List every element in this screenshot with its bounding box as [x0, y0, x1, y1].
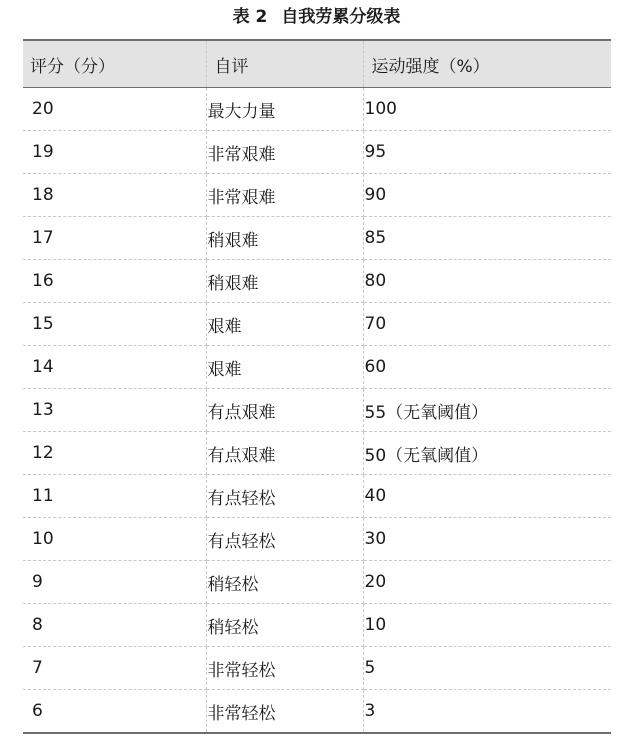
table-title: 自我劳累分级表 — [281, 7, 401, 27]
intensity-cell: 80 — [363, 260, 611, 303]
self-rating-cell: 有点轻松 — [206, 475, 363, 518]
fatigue-scale-table — [23, 39, 611, 734]
intensity-cell: 20 — [363, 561, 611, 604]
score-cell: 19 — [23, 131, 206, 174]
self-rating-cell: 非常艰难 — [206, 131, 363, 174]
score-cell: 7 — [23, 647, 206, 690]
score-cell: 20 — [23, 88, 206, 131]
intensity-cell: 3 — [363, 690, 611, 734]
intensity-cell: 100 — [363, 88, 611, 131]
intensity-cell: 50（无氧阈值） — [363, 432, 611, 475]
score-cell: 10 — [23, 518, 206, 561]
table-row — [23, 131, 611, 174]
intensity-cell: 10 — [363, 604, 611, 647]
intensity-cell: 60 — [363, 346, 611, 389]
self-rating-cell: 稍轻松 — [206, 561, 363, 604]
table-row — [23, 260, 611, 303]
intensity-cell: 85 — [363, 217, 611, 260]
intensity-cell: 95 — [363, 131, 611, 174]
table-row — [23, 647, 611, 690]
intensity-cell: 30 — [363, 518, 611, 561]
table-row — [23, 518, 611, 561]
self-rating-cell: 非常轻松 — [206, 647, 363, 690]
table-number: 表 2 — [232, 7, 268, 27]
header-intensity: 运动强度（%） — [363, 40, 611, 88]
table-row — [23, 561, 611, 604]
table-row — [23, 174, 611, 217]
self-rating-cell: 非常艰难 — [206, 174, 363, 217]
score-cell: 14 — [23, 346, 206, 389]
self-rating-cell: 稍轻松 — [206, 604, 363, 647]
score-cell: 12 — [23, 432, 206, 475]
self-rating-cell: 有点轻松 — [206, 518, 363, 561]
score-cell: 13 — [23, 389, 206, 432]
table-row — [23, 690, 611, 734]
table-row — [23, 604, 611, 647]
score-cell: 8 — [23, 604, 206, 647]
table-row — [23, 475, 611, 518]
table-row — [23, 303, 611, 346]
intensity-cell: 90 — [363, 174, 611, 217]
self-rating-cell: 有点艰难 — [206, 389, 363, 432]
table-row — [23, 88, 611, 131]
score-cell: 6 — [23, 690, 206, 734]
self-rating-cell: 最大力量 — [206, 88, 363, 131]
table-body — [23, 88, 611, 734]
score-cell: 15 — [23, 303, 206, 346]
score-cell: 17 — [23, 217, 206, 260]
intensity-cell: 40 — [363, 475, 611, 518]
table-row — [23, 389, 611, 432]
header-score: 评分（分） — [23, 40, 206, 88]
intensity-cell: 5 — [363, 647, 611, 690]
self-rating-cell: 稍艰难 — [206, 217, 363, 260]
header-row — [23, 40, 611, 88]
score-cell: 18 — [23, 174, 206, 217]
score-cell: 11 — [23, 475, 206, 518]
table-row — [23, 217, 611, 260]
table-caption — [0, 6, 633, 28]
score-cell: 9 — [23, 561, 206, 604]
self-rating-cell: 有点艰难 — [206, 432, 363, 475]
self-rating-cell: 稍艰难 — [206, 260, 363, 303]
self-rating-cell: 艰难 — [206, 303, 363, 346]
table-row — [23, 432, 611, 475]
intensity-cell: 55（无氧阈值） — [363, 389, 611, 432]
table-row — [23, 346, 611, 389]
header-self-rating: 自评 — [206, 40, 363, 88]
self-rating-cell: 艰难 — [206, 346, 363, 389]
self-rating-cell: 非常轻松 — [206, 690, 363, 734]
score-cell: 16 — [23, 260, 206, 303]
intensity-cell: 70 — [363, 303, 611, 346]
